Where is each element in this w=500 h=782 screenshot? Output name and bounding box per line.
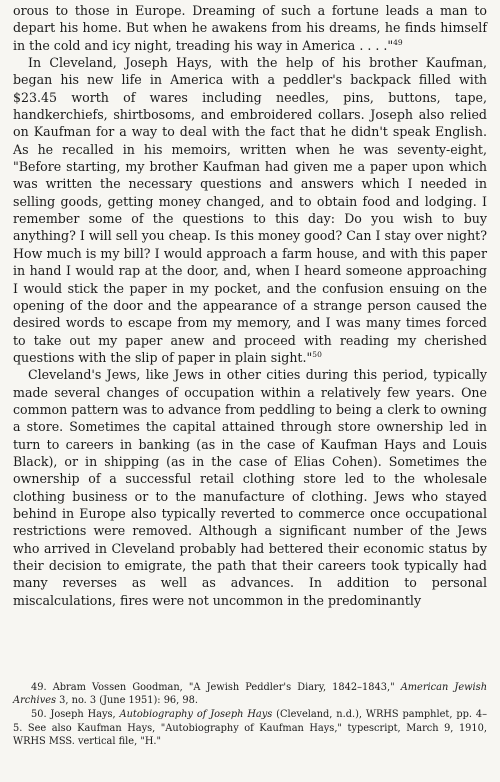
footnote-text: (Cleveland, n.d.), WRHS pamphlet, pp. 4–5. See also Kaufman Hays, "Autobiography of Kaufman Hays," typescript, March 9, 1910, WRHS MSS. vertical file, "H." bbox=[13, 709, 488, 747]
paragraph-text: In Cleveland, Joseph Hays, with the help of his brother Kaufman, began his new life in America with a peddler's backpack filled with $23.45 worth of wares including needles, pins, buttons, tape, handkerchiefs, shirtbosoms, and embroidered collars. Joseph also relied on Kaufman for a way to deal with the fact that he didn't speak English. As he recalled in his memoirs, written when he was seventy-eight, "Before starting, my brother Kaufman had given me a paper upon which was written the necessary questions and answers which I needed in selling goods, getting money changed, and to obtain food and lodging. I remember some of the questions to this day: Do you wish to buy anything? I will sell you cheap. Is this money good? Can I stay over night? How much is my bill? I would approach a farm house, and with this paper in hand I would rap at the door, and, when I heard someone approaching I would stick the paper in my pocket, and the confusion ensuing on the opening of the door and the appearance of a strange person caused the desired words to escape from my memory, and I was many times forced to take out my paper anew and proceed with reading my cherished questions with the slip of paper in plain sight." bbox=[13, 55, 487, 365]
footnote-title: American Jewish Archives bbox=[13, 682, 487, 707]
paragraph bbox=[13, 54, 487, 366]
footnote-ref: 49 bbox=[393, 37, 403, 47]
footnote-text: 3, no. 3 (June 1951): 96, 98. bbox=[56, 695, 198, 707]
footnote bbox=[13, 708, 487, 748]
footnotes bbox=[13, 681, 487, 749]
footnote-ref: 50 bbox=[312, 349, 322, 359]
footnote-text: 50. Joseph Hays, bbox=[31, 709, 120, 721]
paragraph-text: Cleveland's Jews, like Jews in other cities during this period, typically made several changes of occupation within a relatively few years. One common pattern was to advance from peddling to being a clerk to owning a store. Sometimes the capital attained through store ownership led in turn to careers in banking (as in the case of Kaufman Hays and Louis Black), or in shipping (as in the case of Elias Cohen). Sometimes the ownership of a successful retail clothing store led to the wholesale clothing business or to the manufacture of clothing. Jews who stayed behind in Europe also typically reverted to commerce once occupational restrictions were removed. Although a significant number of the Jews who arrived in Cleveland probably had bettered their economic status by their decision to emigrate, the path that their careers took typically had many reverses as well as advances. In addition to personal miscalculations, fires were not uncommon in the predominantly bbox=[13, 367, 487, 608]
body-text bbox=[13, 2, 487, 609]
footnote-title: Autobiography of Joseph Hays bbox=[119, 709, 273, 721]
paragraph bbox=[13, 2, 487, 54]
footnote-text: 49. Abram Vossen Goodman, "A Jewish Peddler's Diary, 1842–1843," bbox=[31, 682, 401, 693]
paragraph bbox=[13, 366, 487, 609]
footnote bbox=[13, 681, 487, 707]
paragraph-text: orous to those in Europe. Dreaming of such a fortune leads a man to depart his home. But when he awakens from his dreams, he finds himself in the cold and icy night, treading his way in America . . . ." bbox=[13, 3, 487, 53]
